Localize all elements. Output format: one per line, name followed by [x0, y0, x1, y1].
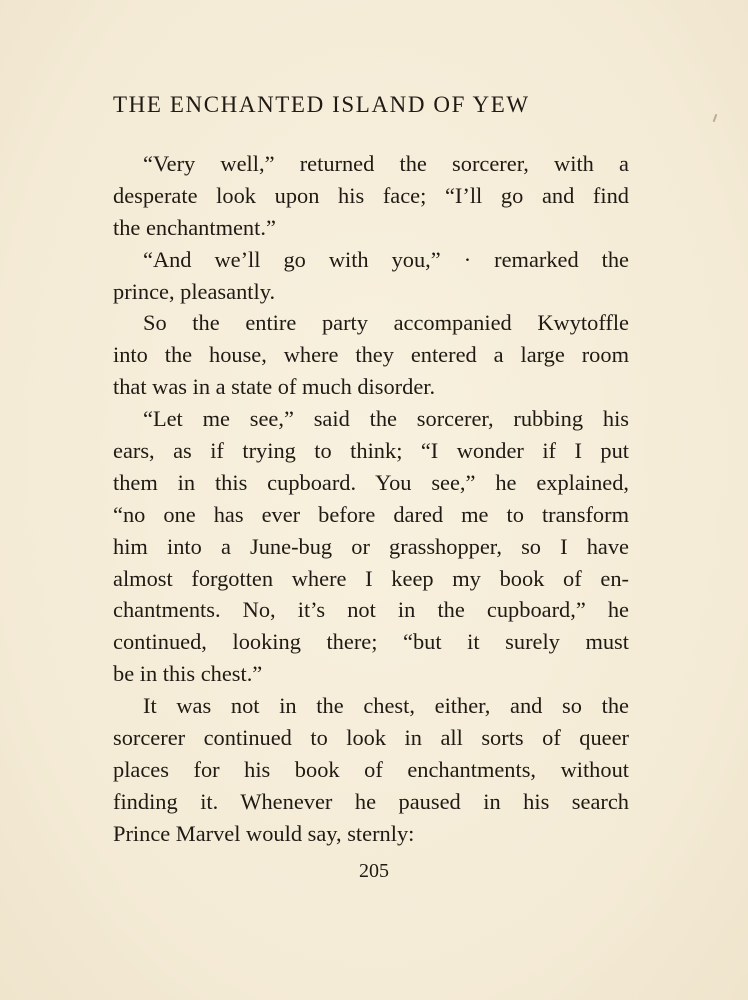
text-line: chantments. No, it’s not in the cupboard,” he: [113, 597, 629, 623]
stray-pencil-mark: [713, 114, 718, 122]
text-line: prince, pleasantly.: [113, 278, 276, 304]
text-line: desperate look upon his face; “I’ll go and find: [113, 182, 629, 208]
text-line: into the house, where they entered a large room: [113, 342, 629, 368]
text-line: “Let me see,” said the sorcerer, rubbing his: [143, 406, 629, 432]
text-line: that was in a state of much disorder.: [113, 374, 436, 400]
text-line: the enchantment.”: [113, 214, 276, 240]
text-line: him into a June-bug or grasshopper, so I have: [113, 533, 629, 559]
running-head: THE ENCHANTED ISLAND OF YEW: [113, 92, 530, 117]
body-text: [113, 148, 629, 850]
text-line: “Very well,” returned the sorcerer, with a: [143, 151, 629, 176]
text-line: be in this chest.”: [113, 661, 263, 687]
page-number: 205: [359, 860, 389, 882]
text-line: continued, looking there; “but it surely must: [113, 629, 629, 655]
text-line: “And we’ll go with you,” · remarked the: [143, 246, 629, 272]
text-line: sorcerer continued to look in all sorts of queer: [113, 725, 629, 751]
text-line: “no one has ever before dared me to transform: [113, 501, 629, 527]
text-line: Prince Marvel would say, sternly:: [113, 820, 415, 846]
text-line: It was not in the chest, either, and so the: [143, 693, 629, 719]
text-line: ears, as if trying to think; “I wonder if I put: [113, 438, 629, 464]
text-line: almost forgotten where I keep my book of en-: [113, 565, 629, 591]
text-line: finding it. Whenever he paused in his search: [113, 788, 629, 814]
text-line: them in this cupboard. You see,” he explained,: [113, 469, 629, 495]
text-line: places for his book of enchantments, without: [113, 756, 629, 782]
text-line: So the entire party accompanied Kwytoffle: [143, 310, 629, 336]
